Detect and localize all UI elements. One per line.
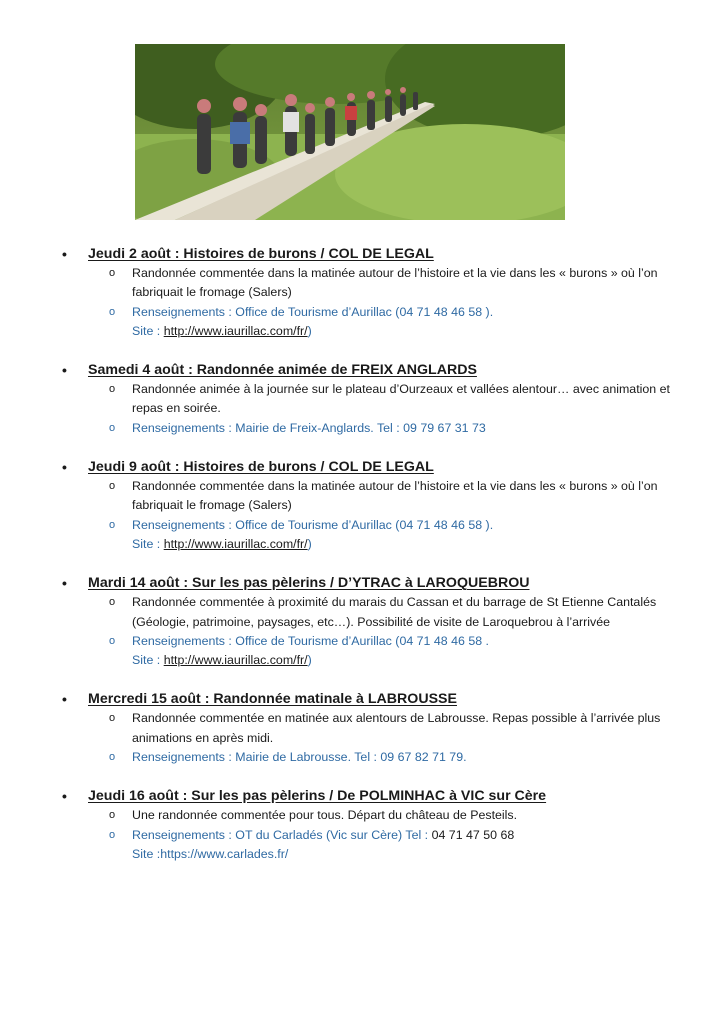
- sub-bullet-icon: o: [109, 421, 116, 434]
- hikers-photo: [135, 44, 565, 220]
- bullet-icon: •: [62, 788, 67, 805]
- event-item: [62, 689, 702, 767]
- sub-bullet-icon: o: [109, 809, 116, 822]
- event-item: [62, 244, 702, 341]
- event-title: Samedi 4 août : Randonnée animée de FREIX ANGLARDS: [88, 362, 477, 379]
- event-description: Randonnée commentée en matinée aux alentours de Labrousse. Repas possible à l’arrivée plus animations en après midi.: [132, 711, 661, 745]
- site-link[interactable]: http://www.iaurillac.com/fr/: [163, 653, 308, 668]
- bullet-icon: •: [62, 575, 67, 592]
- event-description: Une randonnée commentée pour tous. Départ du château de Pesteils.: [132, 808, 518, 823]
- event-info: Renseignements : Mairie de Freix-Anglards. Tel : 09 79 67 31 73: [132, 420, 486, 435]
- event-list: [62, 244, 702, 883]
- event-item: [62, 360, 702, 438]
- site-suffix: ): [307, 536, 312, 551]
- sub-bullet-icon: o: [109, 267, 116, 279]
- bullet-icon: •: [62, 691, 67, 708]
- event-description: Randonnée commentée à proximité du marais du Cassan et du barrage de St Etienne Cantalés (Géologie, patrimoine, paysages, etc…). Possibilité de visite de Laroquebrou à l’arrivée: [132, 595, 657, 629]
- sub-bullet-icon: o: [109, 480, 116, 493]
- bullet-icon: •: [62, 362, 67, 379]
- event-info: Renseignements : OT du Carladés (Vic sur Cère) Tel :: [132, 827, 432, 842]
- site-label: Site :: [132, 536, 164, 551]
- bullet-icon: •: [62, 459, 67, 476]
- sub-bullet-icon: o: [109, 596, 116, 609]
- site-link[interactable]: http://www.iaurillac.com/fr/: [163, 323, 308, 338]
- event-info: Renseignements : Office de Tourisme d’Aurillac (04 71 48 46 58 .: [132, 633, 490, 648]
- event-description: Randonnée animée à la journée sur le plateau d’Ourzeaux et vallées alentour… avec animation et repas en soirée.: [132, 382, 670, 416]
- hikers-on-boardwalk-icon: [135, 44, 565, 220]
- bullet-icon: •: [62, 246, 67, 262]
- site-label: Site :: [132, 323, 164, 338]
- event-item: [62, 573, 702, 670]
- event-info: Renseignements : Office de Tourisme d’Aurillac (04 71 48 46 58 ).: [132, 304, 494, 319]
- site-suffix: ): [307, 323, 312, 338]
- event-item: [62, 457, 702, 554]
- event-description: Randonnée commentée dans la matinée autour de l’histoire et la vie dans les « burons » où l’on fabriquait le fromage (Salers): [132, 479, 658, 513]
- event-item: [62, 786, 702, 864]
- sub-bullet-icon: o: [109, 828, 116, 841]
- sub-bullet-icon: o: [109, 518, 116, 531]
- event-title: Jeudi 2 août : Histoires de burons / COL DE LEGAL: [88, 246, 434, 262]
- sub-bullet-icon: o: [109, 305, 116, 318]
- event-info: Renseignements : Office de Tourisme d’Aurillac (04 71 48 46 58 ).: [132, 517, 494, 532]
- site-text: Site :https://www.carlades.fr/: [132, 846, 289, 861]
- site-suffix: ): [307, 653, 312, 668]
- event-title: Jeudi 16 août : Sur les pas pèlerins / De POLMINHAC à VIC sur Cère: [88, 788, 547, 805]
- sub-bullet-icon: o: [109, 751, 116, 764]
- event-info: Renseignements : Mairie de Labrousse. Tel : 09 67 82 71 79.: [132, 750, 467, 765]
- sub-bullet-icon: o: [109, 634, 116, 647]
- event-description: Randonnée commentée dans la matinée autour de l’histoire et la vie dans les « burons » où l’on fabriquait le fromage (Salers): [132, 266, 658, 300]
- site-label: Site :: [132, 653, 164, 668]
- site-link[interactable]: http://www.iaurillac.com/fr/: [163, 536, 308, 551]
- event-title: Jeudi 9 août : Histoires de burons / COL DE LEGAL: [88, 459, 434, 476]
- sub-bullet-icon: o: [109, 383, 116, 396]
- sub-bullet-icon: o: [109, 712, 116, 725]
- event-title: Mercredi 15 août : Randonnée matinale à LABROUSSE: [88, 691, 457, 708]
- event-title: Mardi 14 août : Sur les pas pèlerins / D’YTRAC à LAROQUEBROU: [88, 575, 530, 592]
- event-phone: 04 71 47 50 68: [431, 827, 515, 842]
